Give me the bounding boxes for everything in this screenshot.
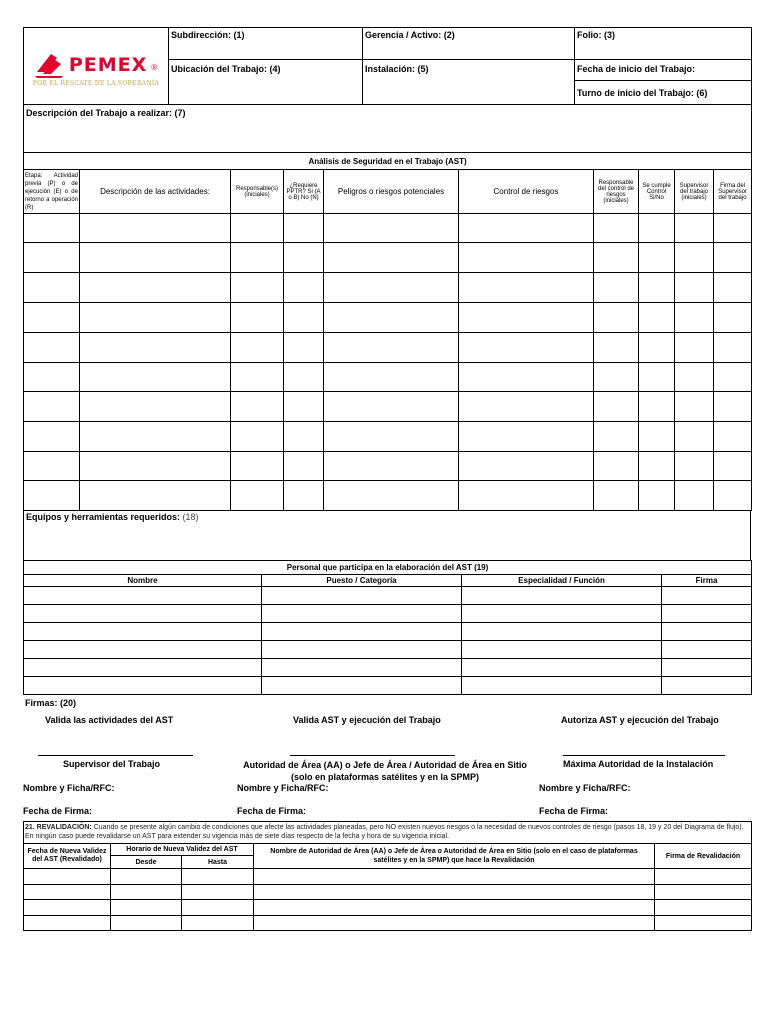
brand-name: PEMEX	[68, 53, 148, 76]
ast-row[interactable]	[24, 481, 752, 511]
ast-form	[23, 27, 751, 931]
reval-col-nombre: Nombre de Autoridad de Área (AA) o Jefe de Área o Autoridad de Área en Sitio (solo en el caso de plataformas satélites y en la SPMP) que hace la Revalidación	[254, 844, 655, 869]
turno-inicio-field[interactable]: Turno de inicio del Trabajo: (6)	[575, 81, 752, 105]
personal-col-puesto: Puesto / Categoría	[262, 575, 462, 587]
firma-heading-3: Autoriza AST y ejecución del Trabajo	[561, 715, 719, 725]
ast-col-cumple: Se cumple Control Si/No	[639, 170, 675, 214]
registered-mark: ®	[151, 63, 158, 72]
header-table	[23, 27, 752, 153]
personal-row[interactable]	[24, 677, 752, 695]
pemex-eagle-icon	[35, 52, 65, 78]
firma-fecha-3[interactable]: Fecha de Firma:	[539, 806, 609, 816]
personal-row[interactable]	[24, 659, 752, 677]
reval-col-fecha: Fecha de Nueva Validez del AST (Revalidado)	[24, 844, 111, 869]
personal-table	[23, 560, 752, 695]
revalidacion-note	[24, 822, 752, 844]
ast-col-descripcion: Descripción de las actividades:	[80, 170, 231, 214]
firma-nombre-3[interactable]: Nombre y Ficha/RFC:	[539, 783, 631, 793]
firma-fecha-2[interactable]: Fecha de Firma:	[237, 806, 307, 816]
revalidacion-row[interactable]	[24, 885, 752, 900]
equipos-num: (18)	[180, 512, 199, 522]
revalidacion-text: Cuando se presente algún cambio de condiciones que afecte las actividades planeadas, pero NO existen nuevos riesgos o la necesidad de nuevos controles de riesgo (pasos 18, 19 y 20 del Diagrama de flujo). En ningún caso puede revalidarse un AST para extender su vigencia más de siete días respecto de la fecha y hora de su vigencia inicial.	[25, 824, 744, 840]
ast-row[interactable]	[24, 422, 752, 452]
ast-col-etapa: Etapa: Actividad previa (P) o de ejecución (E) o de retorno a operación (R)	[24, 170, 80, 214]
equipos-table	[23, 510, 751, 561]
firma-role-2: Autoridad de Área (AA) o Jefe de Área / Autoridad de Área en Sitio (solo en plataformas satélites y en la SPMP)	[243, 760, 527, 782]
personal-row[interactable]	[24, 623, 752, 641]
revalidacion-row[interactable]	[24, 869, 752, 885]
reval-col-firma: Firma de Revalidación	[655, 844, 752, 869]
ast-row[interactable]	[24, 243, 752, 273]
instalacion-field[interactable]: Instalación: (5)	[363, 60, 575, 105]
personal-title: Personal que participa en la elaboración del AST (19)	[24, 561, 752, 575]
ast-title: Análisis de Seguridad en el Trabajo (AST)	[24, 153, 752, 170]
signature-line-1[interactable]	[38, 755, 193, 756]
gerencia-field[interactable]: Gerencia / Activo: (2)	[363, 28, 575, 60]
ast-row[interactable]	[24, 214, 752, 243]
ast-col-responsable: Responsable(s) (iniciales)	[231, 170, 284, 214]
personal-col-especialidad: Especialidad / Función	[462, 575, 662, 587]
firma-fecha-1[interactable]: Fecha de Firma:	[23, 806, 93, 816]
ast-row[interactable]	[24, 363, 752, 392]
ast-col-control: Control de riesgos	[459, 170, 594, 214]
signature-line-2[interactable]	[290, 755, 455, 756]
revalidacion-label: 21. REVALIDACIÓN:	[25, 824, 92, 831]
personal-row[interactable]	[24, 641, 752, 659]
ubicacion-field[interactable]: Ubicación del Trabajo: (4)	[169, 60, 363, 105]
firma-nombre-2[interactable]: Nombre y Ficha/RFC:	[237, 783, 329, 793]
descripcion-field[interactable]: Descripción del Trabajo a realizar: (7)	[24, 105, 752, 153]
ast-row[interactable]	[24, 303, 752, 333]
equipos-label: Equipos y herramientas requeridos:	[26, 512, 181, 522]
ast-col-pptr: ¿Requiere PPTR? Si (A o B) No (N)	[284, 170, 324, 214]
subdireccion-field[interactable]: Subdirección: (1)	[169, 28, 363, 60]
ast-col-peligros: Peligros o riesgos potenciales	[324, 170, 459, 214]
ast-col-supervisor: Supervisor del trabajo (iniciales)	[675, 170, 714, 214]
firmas-title: Firmas: (20)	[25, 698, 77, 708]
personal-col-nombre: Nombre	[24, 575, 262, 587]
ast-row[interactable]	[24, 273, 752, 303]
fecha-inicio-field[interactable]: Fecha de inicio del Trabajo:	[575, 60, 752, 81]
firma-role-1: Supervisor del Trabajo	[63, 759, 161, 769]
personal-col-firma: Firma	[662, 575, 752, 587]
revalidacion-row[interactable]	[24, 916, 752, 931]
reval-col-hasta: Hasta	[182, 856, 254, 869]
firma-heading-1: Valida las actividades del AST	[45, 715, 174, 725]
ast-col-resp-control: Responsable del control de riesgos (iniciales)	[594, 170, 639, 214]
reval-col-desde: Desde	[111, 856, 182, 869]
firma-role-3: Máxima Autoridad de la Instalación	[563, 759, 714, 769]
reval-col-horario: Horario de Nueva Validez del AST	[111, 844, 254, 856]
folio-field[interactable]: Folio: (3)	[575, 28, 752, 60]
brand-tagline: POR EL RESCATE DE LA SOBERANÍA	[32, 79, 160, 87]
personal-row[interactable]	[24, 587, 752, 605]
equipos-field[interactable]	[24, 511, 751, 561]
ast-row[interactable]	[24, 333, 752, 363]
revalidacion-table	[23, 821, 752, 931]
signature-line-3[interactable]	[563, 755, 725, 756]
ast-row[interactable]	[24, 452, 752, 481]
revalidacion-row[interactable]	[24, 900, 752, 916]
ast-row[interactable]	[24, 392, 752, 422]
pemex-logo	[24, 28, 169, 105]
firma-nombre-1[interactable]: Nombre y Ficha/RFC:	[23, 783, 115, 793]
personal-row[interactable]	[24, 605, 752, 623]
ast-table	[23, 152, 752, 511]
ast-col-firma-supervisor: Firma del Supervisor del trabajo	[714, 170, 752, 214]
firma-heading-2: Valida AST y ejecución del Trabajo	[293, 715, 441, 725]
firmas-section	[23, 695, 751, 821]
